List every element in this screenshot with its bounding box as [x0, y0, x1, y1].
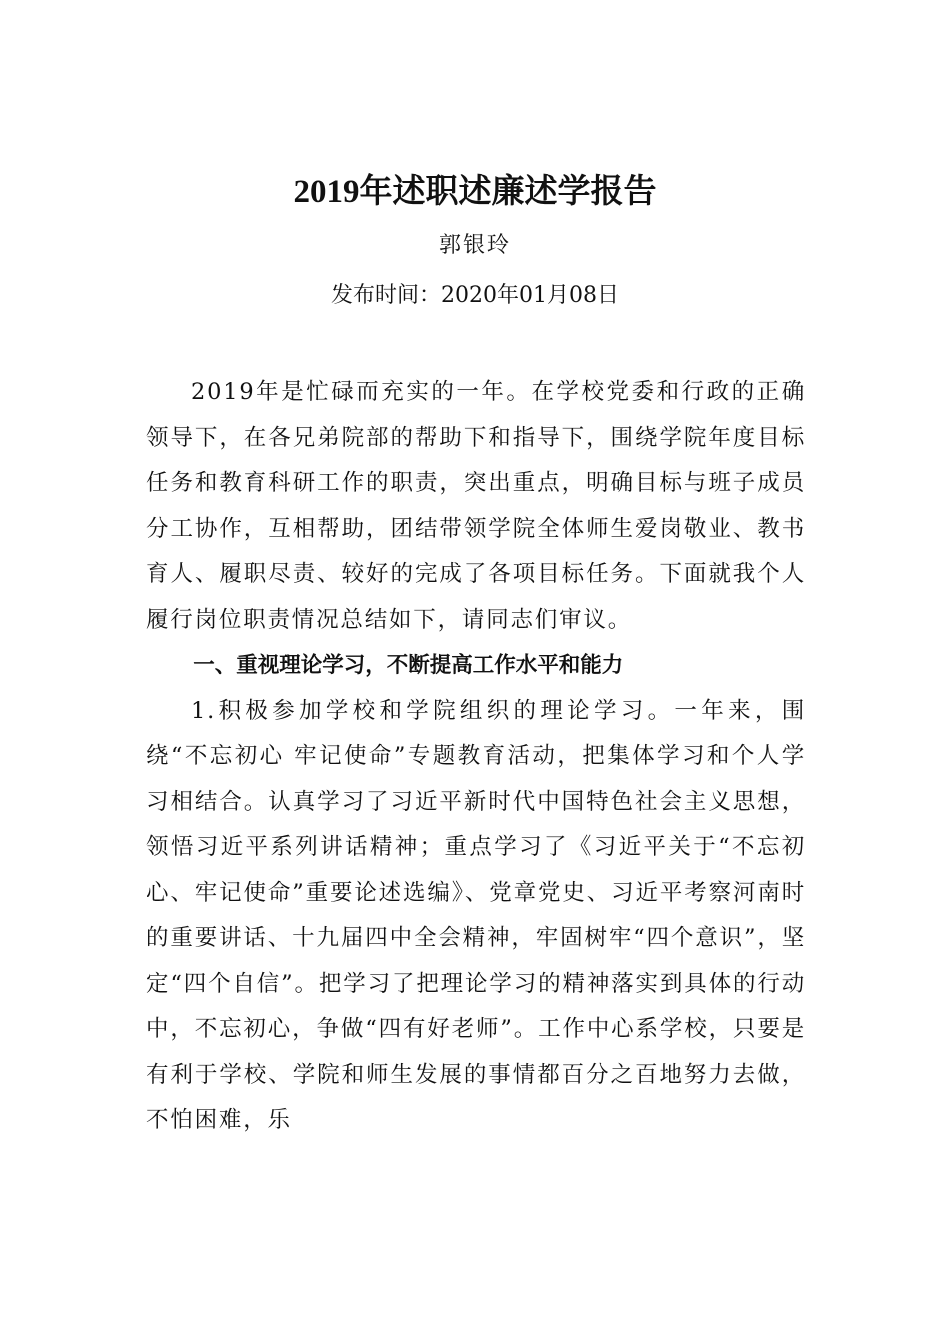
author-name: 郭银玲 — [438, 233, 511, 258]
document-body — [146, 370, 806, 1144]
publish-label: 发布时间： — [331, 283, 442, 308]
publish-date: 2020年01月08日 — [441, 283, 619, 308]
section-1-heading: 一、重视理论学习，不断提高工作水平和能力 — [193, 653, 624, 678]
intro-paragraph: 2019年是忙碌而充实的一年。在学校党委和行政的正确领导下，在各兄弟院部的帮助下和指导下，围绕学院年度目标任务和教育科研工作的职责，突出重点，明确目标与班子成员分工协作，互相帮助，团结带领学院全体师生爱岗敬业、教书育人、履职尽责、较好的完成了各项目标任务。下面就我个人履行岗位职责情况总结如下，请同志们审议。 — [146, 379, 806, 633]
document-title: 2019年述职述廉述学报告 — [293, 174, 657, 210]
section-1-paragraph: 1.积极参加学校和学院组织的理论学习。一年来，围绕“不忘初心 牢记使命”专题教育活动，把集体学习和个人学习相结合。认真学习了习近平新时代中国特色社会主义思想，领悟习近平系列讲话精神；重点学习了《习近平关于“不忘初心、牢记使命”重要论述选编》、党章党史、习近平考察河南时的重要讲话、十九届四中全会精神，牢固树牢“四个意识”，坚定“四个自信”。把学习了把理论学习的精神落实到具体的行动中，不忘初心，争做“四有好老师”。工作中心系学校，只要是有利于学校、学院和师生发展的事情都百分之百地努力去做，不怕困难，乐 — [146, 697, 806, 1133]
publish-date-line — [0, 276, 950, 316]
